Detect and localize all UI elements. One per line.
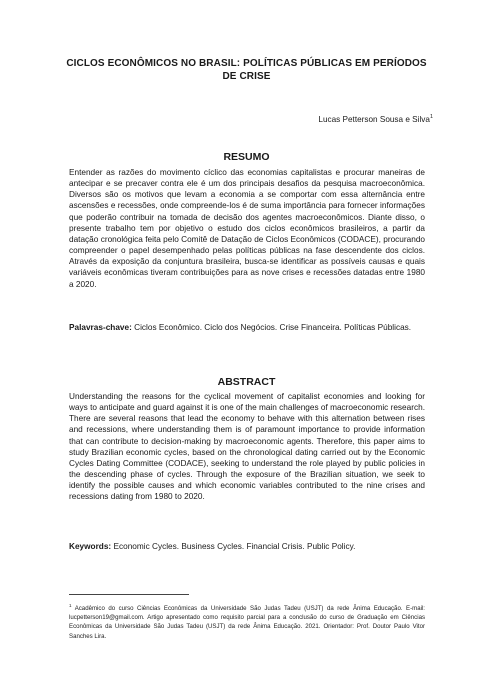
author-footnote-mark: 1 bbox=[429, 114, 433, 120]
author-name: Lucas Petterson Sousa e Silva bbox=[318, 115, 430, 124]
paper-title: CICLOS ECONÔMICOS NO BRASIL: POLÍTICAS PÚBLICAS EM PERÍODOS DE CRISE bbox=[66, 58, 427, 82]
resumo-text: Entender as razões do movimento cíclico das economias capitalistas e procurar maneiras de antecipar e se precaver contra ele é um dos principais desafios da pesquisa macroeconômica. Diversos são os motivos que levam a economia a se comportar com essa alternância entre ascensões e recessões, onde compreende-los é de suma importância para fornecer informações que poderão contribuir na tomada de decisão dos agentes macroeconômicos. Diante disso, o presente trabalho tem por objetivo o estudo dos ciclos econômicos brasileiros, a partir da datação cronológica feita pelo Comitê de Datação de Ciclos Econômicos (CODACE), procurando compreender o papel desempenhado pelas políticas públicas na fase descendente dos ciclos. Através da exposição da conjuntura brasileira, busca-se identificar as possíveis causas e quais variáveis econômicas tiveram contribuições para as nove crises e recessões datadas entre 1980 a 2020. bbox=[69, 168, 425, 289]
resumo-keywords bbox=[69, 322, 425, 333]
abstract-keywords bbox=[69, 541, 425, 552]
abstract-keywords-list: Economic Cycles. Business Cycles. Financial Crisis. Public Policy. bbox=[111, 542, 356, 551]
footnote-mark: 1 bbox=[69, 603, 72, 608]
abstract-text: Understanding the reasons for the cyclical movement of capitalist economies and looking for ways to anticipate and guard against it is one of the main challenges of macroeconomic research. There are several reasons that lead the economy to behave with this alternation between rises and recessions, where understanding them is of paramount importance to provide information that can contribute to decision-making by macroeconomic agents. Therefore, this paper aims to study Brazilian economic cycles, based on the chronological dating carried out by the Economic Cycles Dating Committee (CODACE), seeking to understand the role played by public policies in the descending phase of cycles. Through the exposure of the Brazilian situation, we seek to identify the possible causes and which economic variables contributed to the nine crises and recessions dating from 1980 to 2020. bbox=[69, 392, 425, 502]
resumo-heading: RESUMO bbox=[223, 151, 270, 163]
author-line bbox=[318, 112, 433, 125]
resumo-keywords-list: Ciclos Econômico. Ciclo dos Negócios. Crise Financeira. Políticas Públicas. bbox=[131, 323, 412, 332]
footnote bbox=[69, 601, 425, 641]
footnote-text: Acadêmico do curso Ciências Econômicas da Universidade São Judas Tadeu (USJT) da rede Ânima Educação. E-mail: lucpetterson19@gmail.com. Artigo apresentado como requisito parcial para a conclusão do curso de Graduação em Ciências Econômicas da Universidade São Judas Tadeu (USJT) da rede Ânima Educação. 2021. Orientador: Prof. Doutor Paulo Vitor Sanches Lira. bbox=[69, 605, 425, 640]
footnote-divider bbox=[69, 594, 189, 595]
abstract-heading: ABSTRACT bbox=[217, 376, 276, 388]
abstract-keywords-label: Keywords: bbox=[69, 542, 112, 551]
resumo-keywords-label: Palavras-chave: bbox=[69, 323, 132, 332]
